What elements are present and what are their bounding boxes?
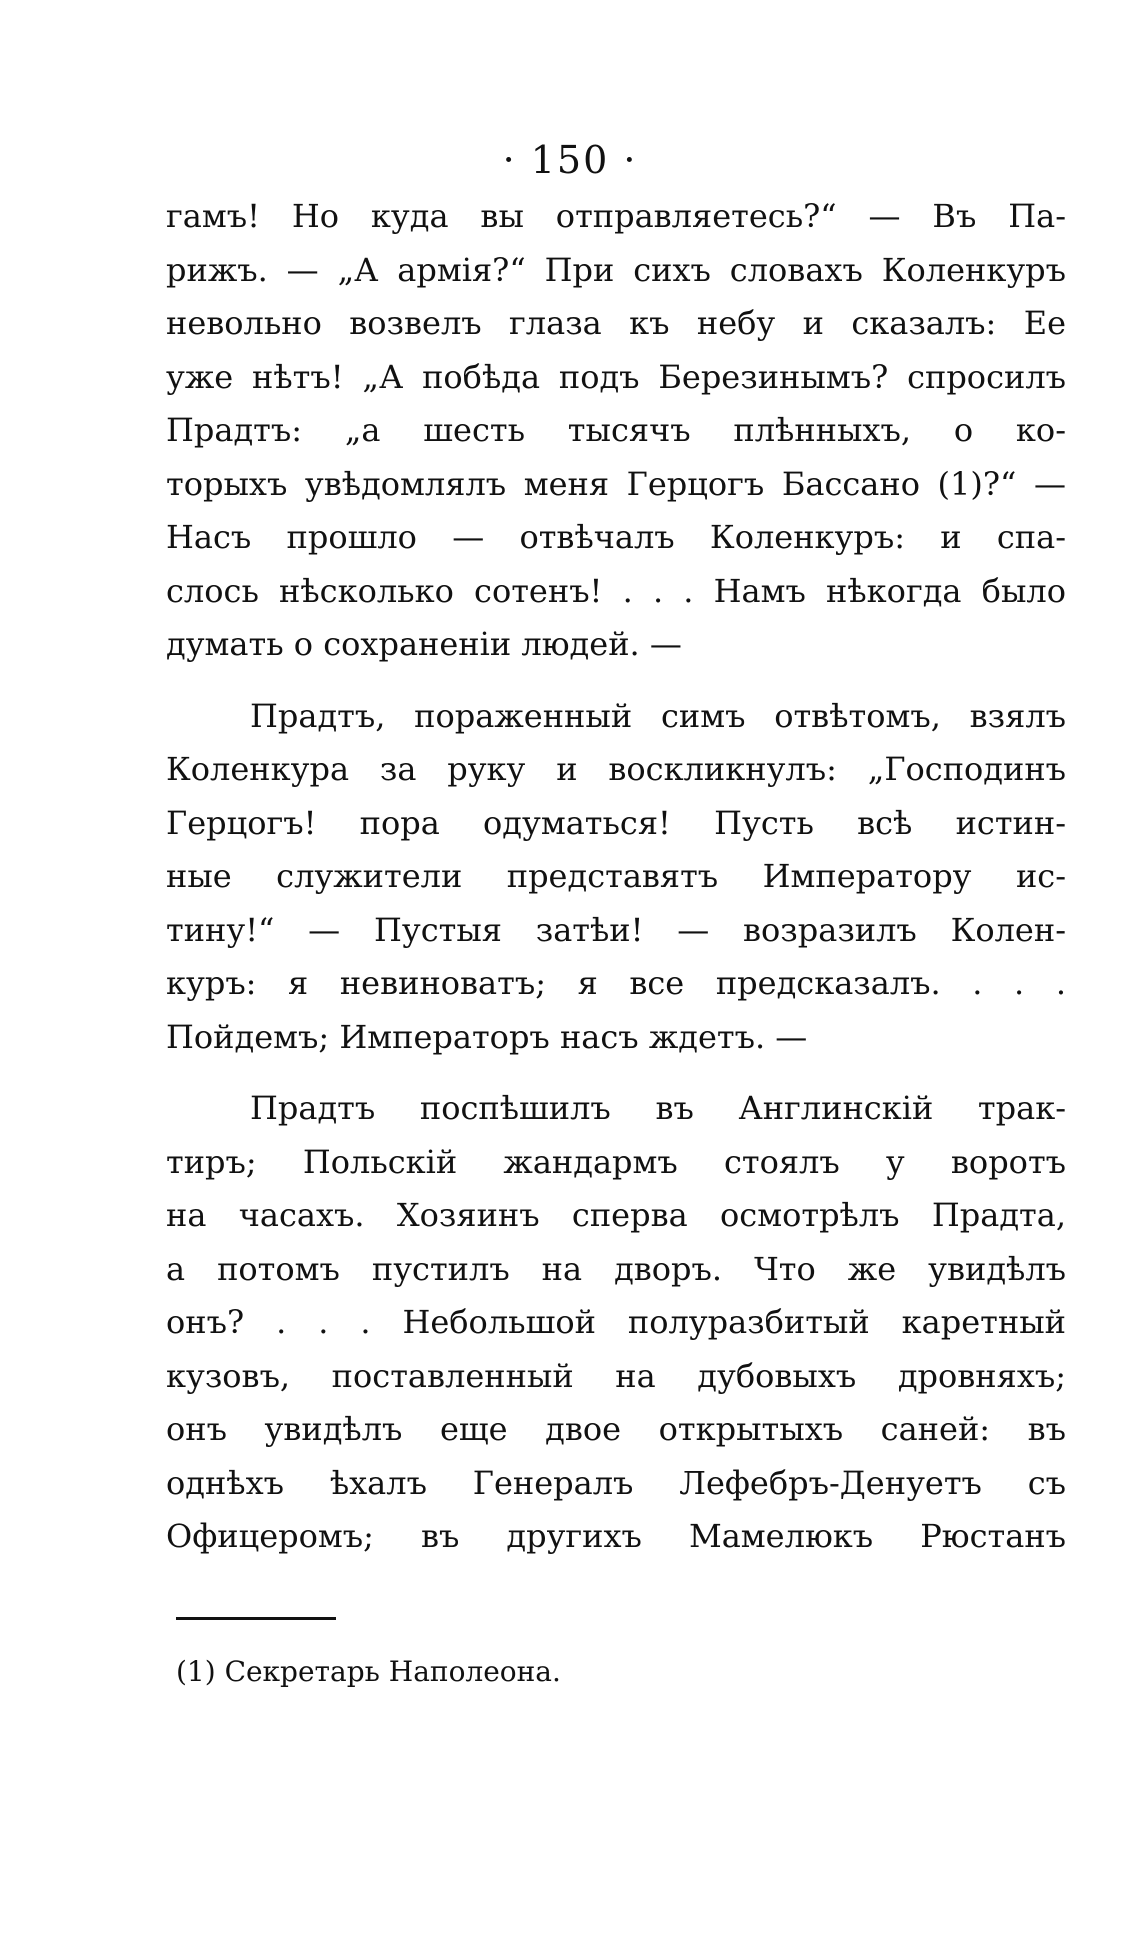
- text-line: кузовъ, поставленный на дубовыхъ дровняхъ;: [166, 1356, 1066, 1395]
- text-line: торыхъ увѣдомлялъ меня Герцогъ Бассано (1)?“ —: [166, 464, 1066, 503]
- text-line: Герцогъ! пора одуматься! Пусть всѣ истин-: [166, 803, 1066, 842]
- text-line: уже нѣтъ! „А побѣда подъ Березинымъ? спросилъ: [166, 357, 1066, 396]
- text-line: ные служители представятъ Императору ис-: [166, 857, 1066, 895]
- text-line: слось нѣсколько сотенъ! . . . Намъ нѣкогда было: [166, 571, 1066, 610]
- footnote: (1) Секретарь Наполеона.: [176, 1655, 561, 1688]
- text-line: Прадтъ, пораженный симъ отвѣтомъ, взялъ: [250, 696, 1066, 735]
- text-line: тиръ; Польскій жандармъ стоялъ у воротъ: [166, 1142, 1066, 1181]
- text-line: невольно возвелъ глаза къ небу и сказалъ: Ее: [166, 304, 1066, 342]
- text-line: онъ? . . . Небольшой полуразбитый каретный: [166, 1303, 1066, 1341]
- text-line: Прадтъ: „а шесть тысячъ плѣнныхъ, о ко-: [166, 411, 1066, 449]
- text-line: онъ увидѣлъ еще двое открытыхъ саней: въ: [166, 1410, 1066, 1448]
- text-line: Коленкура за руку и воскликнулъ: „Господинъ: [166, 750, 1066, 788]
- text-line: думать о сохраненіи людей. —: [166, 625, 682, 663]
- text-line: однѣхъ ѣхалъ Генералъ Лефебръ-Денуетъ съ: [166, 1463, 1066, 1502]
- text-line: Прадтъ поспѣшилъ въ Англинскій трак-: [250, 1089, 1066, 1127]
- text-line: тину!“ — Пустыя затѣи! — возразилъ Колен-: [166, 910, 1066, 949]
- text-line: гамъ! Но куда вы отправляетесь?“ — Въ Па-: [166, 197, 1066, 235]
- footnote-rule: [176, 1617, 336, 1620]
- text-line: а потомъ пустилъ на дворъ. Что же увидѣлъ: [166, 1249, 1066, 1288]
- body-text: [166, 190, 1066, 1564]
- text-line: Насъ прошло — отвѣчалъ Коленкуръ: и спа-: [166, 518, 1066, 556]
- text-line: Офицеромъ; въ другихъ Мамелюкъ Рюстанъ: [166, 1517, 1066, 1555]
- text-line: куръ: я невиноватъ; я все предсказалъ. . . .: [166, 964, 1066, 1002]
- text-line: рижъ. — „А армія?“ При сихъ словахъ Коленкуръ: [166, 250, 1066, 289]
- page-number: · 150 ·: [502, 138, 638, 182]
- text-line: Пойдемъ; Императоръ насъ ждетъ. —: [166, 1017, 808, 1056]
- text-line: на часахъ. Хозяинъ сперва осмотрѣлъ Прадта,: [166, 1196, 1066, 1234]
